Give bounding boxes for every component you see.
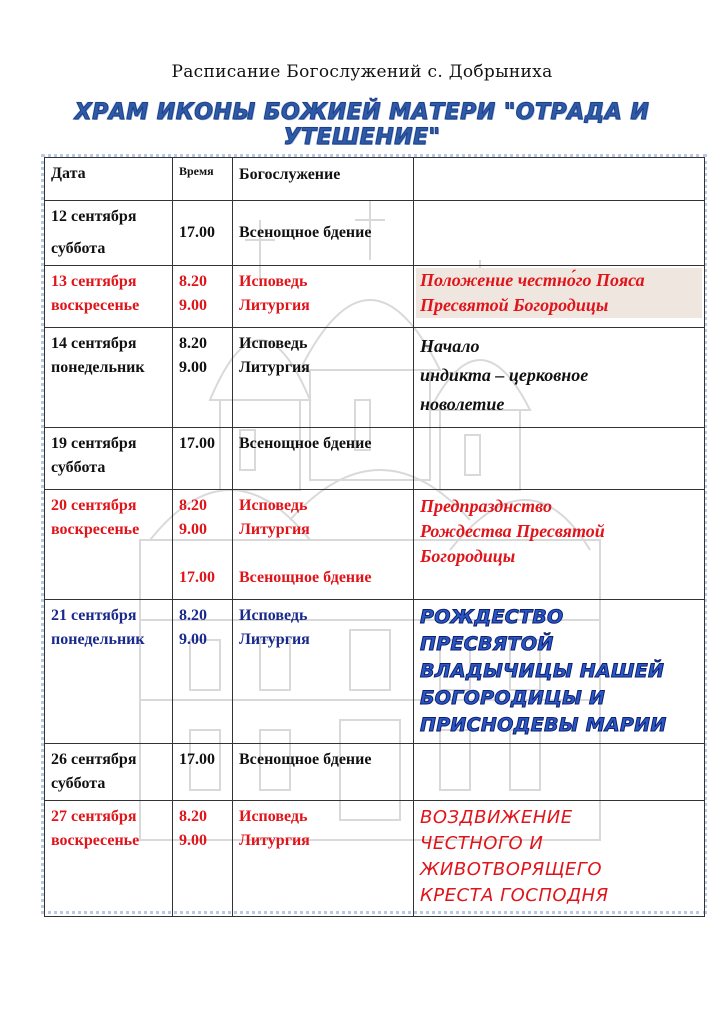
service-time: 8.20 (179, 335, 207, 352)
row-date (45, 266, 173, 328)
date-weekday: суббота (51, 459, 106, 476)
row-date (45, 428, 173, 490)
row-time (173, 428, 233, 490)
table-row (45, 490, 705, 600)
service-time: 9.00 (179, 521, 207, 538)
header-feast (414, 158, 705, 201)
service-time: 17.00 (179, 224, 215, 241)
service-time: 9.00 (179, 631, 207, 648)
date-day: 12 сентября (51, 208, 137, 225)
feast-line: индикта – церковное (420, 365, 589, 385)
service-time: 8.20 (179, 497, 207, 514)
row-service (233, 490, 414, 600)
feast-line: Пресвятой Богородицы (420, 295, 609, 315)
date-weekday: воскресенье (51, 832, 140, 849)
feast-line: Богородицы (420, 546, 516, 566)
date-day: 13 сентября (51, 273, 137, 290)
service-name: Всенощное бдение (239, 224, 372, 241)
service-time: 17.00 (179, 569, 215, 586)
service-name: Исповедь (239, 607, 308, 624)
row-date (45, 600, 173, 744)
service-name: Литургия (239, 631, 310, 648)
row-time (173, 490, 233, 600)
feast-line: ЖИВОТВОРЯЩЕГО (420, 859, 602, 880)
date-weekday: воскресенье (51, 521, 140, 538)
service-name: Литургия (239, 521, 310, 538)
service-time: 8.20 (179, 607, 207, 624)
header-time: Время (173, 158, 233, 201)
table-row (45, 744, 705, 801)
date-day: 14 сентября (51, 335, 137, 352)
church-name-banner: ХРАМ ИКОНЫ БОЖИЕЙ МАТЕРИ "ОТРАДА И УТЕШЕНИЕ" (74, 100, 650, 150)
service-name: Исповедь (239, 808, 308, 825)
feast-line: ПРЕСВЯТОЙ (420, 633, 554, 655)
table-row (45, 201, 705, 266)
feast-line: Положение честно́го Пояса (420, 270, 645, 290)
spacer (179, 542, 226, 566)
row-date (45, 201, 173, 266)
feast-line: новолетие (420, 394, 505, 414)
row-date (45, 328, 173, 428)
date-day: 27 сентября (51, 808, 137, 825)
service-name: Исповедь (239, 335, 308, 352)
row-feast (414, 328, 705, 428)
date-day: 26 сентября (51, 751, 137, 768)
feast-line: ВЛАДЫЧИЦЫ НАШЕЙ (420, 660, 665, 682)
table-header-row (45, 158, 705, 201)
row-feast (414, 600, 705, 744)
service-name: Литургия (239, 297, 310, 314)
service-name: Всенощное бдение (239, 435, 372, 452)
feast-line: БОГОРОДИЦЫ И (420, 687, 606, 709)
feast-line: Предпразднство (420, 496, 552, 516)
row-time (173, 600, 233, 744)
row-feast (414, 744, 705, 801)
row-date (45, 744, 173, 801)
service-name: Всенощное бдение (239, 569, 372, 586)
service-name: Исповедь (239, 273, 308, 290)
table-row (45, 428, 705, 490)
feast-line: РОЖДЕСТВО (420, 606, 564, 628)
service-name: Всенощное бдение (239, 751, 372, 768)
row-time (173, 801, 233, 917)
service-time: 8.20 (179, 808, 207, 825)
table-row (45, 266, 705, 328)
date-weekday: воскресенье (51, 297, 140, 314)
date-day: 20 сентября (51, 497, 137, 514)
feast-line: ВОЗДВИЖЕНИЕ (420, 807, 573, 828)
row-feast (414, 266, 705, 328)
row-time (173, 201, 233, 266)
service-time: 17.00 (179, 435, 215, 452)
service-name: Литургия (239, 832, 310, 849)
row-time (173, 744, 233, 801)
date-day: 21 сентября (51, 607, 137, 624)
row-time (173, 328, 233, 428)
feast-line: ЧЕСТНОГО И (420, 833, 544, 854)
table-row (45, 600, 705, 744)
row-service (233, 744, 414, 801)
table-row (45, 801, 705, 917)
feast-line: Рождества Пресвятой (420, 521, 605, 541)
feast-line: Начало (420, 336, 480, 356)
page-title: Расписание Богослужений с. Добрыниха (171, 62, 553, 82)
service-time: 17.00 (179, 751, 215, 768)
row-date (45, 801, 173, 917)
feast-line: КРЕСТА ГОСПОДНЯ (420, 885, 609, 906)
row-time (173, 266, 233, 328)
row-date (45, 490, 173, 600)
date-weekday: суббота (51, 775, 106, 792)
date-day: 19 сентября (51, 435, 137, 452)
row-service (233, 328, 414, 428)
spacer (239, 542, 407, 566)
feast-line: ПРИСНОДЕВЫ МАРИИ (420, 714, 667, 736)
row-feast (414, 801, 705, 917)
date-weekday: понедельник (51, 359, 145, 376)
header-date: Дата (45, 158, 173, 201)
row-service (233, 201, 414, 266)
table-row (45, 328, 705, 428)
header-service: Богослужение (233, 158, 414, 201)
date-weekday: суббота (51, 240, 106, 257)
row-service (233, 266, 414, 328)
service-time: 9.00 (179, 297, 207, 314)
schedule-table (44, 157, 705, 917)
row-service (233, 600, 414, 744)
service-time: 8.20 (179, 273, 207, 290)
date-weekday: понедельник (51, 631, 145, 648)
service-time: 9.00 (179, 832, 207, 849)
row-feast (414, 428, 705, 490)
service-name: Исповедь (239, 497, 308, 514)
service-time: 9.00 (179, 359, 207, 376)
service-name: Литургия (239, 359, 310, 376)
row-service (233, 428, 414, 490)
row-feast (414, 201, 705, 266)
row-service (233, 801, 414, 917)
row-feast (414, 490, 705, 600)
